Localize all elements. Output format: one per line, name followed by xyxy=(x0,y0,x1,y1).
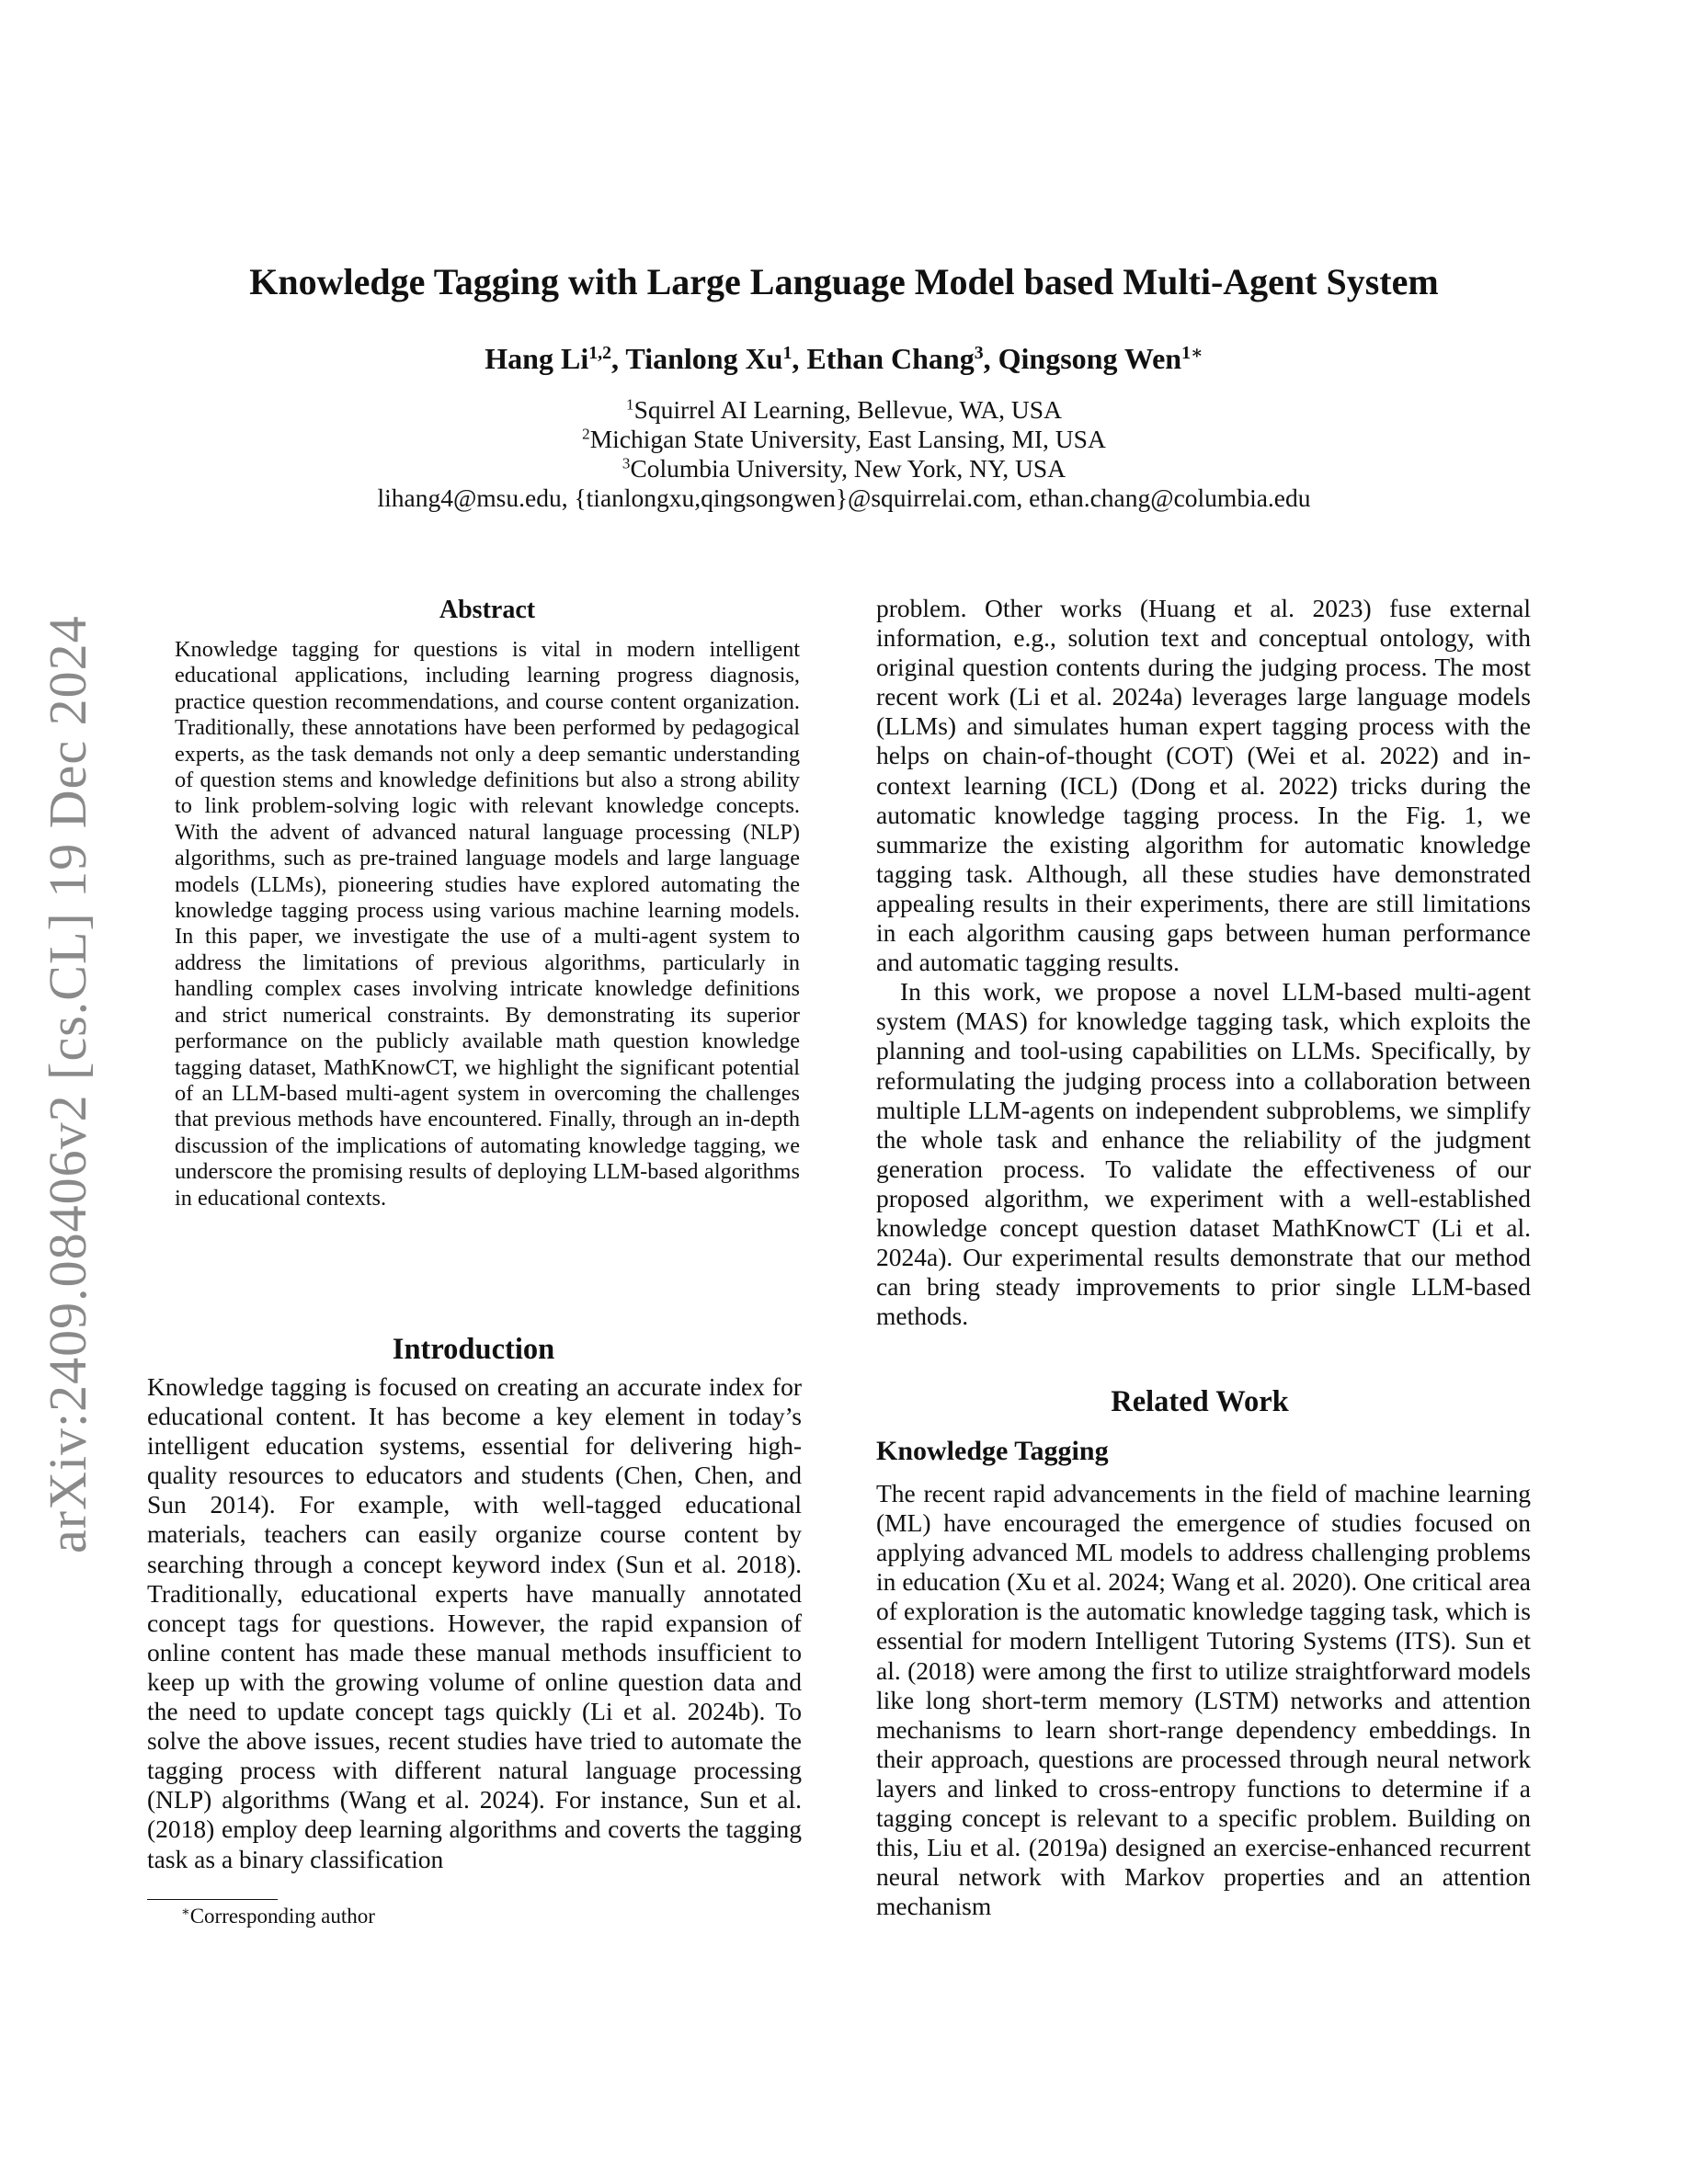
author-name: Tianlong Xu xyxy=(625,342,783,375)
author-name: Hang Li xyxy=(485,342,589,375)
affiliation-mark: 2 xyxy=(582,425,590,443)
author-mark: 3 xyxy=(974,343,984,364)
author-name: Qingsong Wen xyxy=(998,342,1182,375)
author-list xyxy=(92,342,1596,376)
related-work-body xyxy=(876,1479,1531,1921)
affiliation-text: Squirrel AI Learning, Bellevue, WA, USA xyxy=(633,395,1062,424)
introduction-heading: Introduction xyxy=(392,1333,555,1366)
right-column-body xyxy=(876,594,1531,1331)
footnote-mark: ∗ xyxy=(181,1905,190,1920)
affiliation xyxy=(92,454,1596,483)
related-work-heading: Related Work xyxy=(1111,1385,1289,1418)
footnote-rule xyxy=(147,1899,278,1900)
paragraph: problem. Other works (Huang et al. 2023) fuse external information, e.g., solution text and conceptual ontology, with original question contents during the judging process. The most recent work (Li et al. 2024a) leverages large language models (LLMs) and simulates human expert tagging process with the helps on chain-of-thought (COT) (Wei et al. 2022) and in-context learning (ICL) (Dong et al. 2022) tricks during the automatic knowledge tagging process. In the Fig. 1, we summarize the existing algorithm for automatic knowledge tagging task. Although, all these studies have demonstrated appealing results in their experiments, there are still limitations in each algorithm causing gaps between human performance and automatic tagging results. xyxy=(876,594,1531,977)
affiliation-mark: 3 xyxy=(622,454,631,472)
affiliation-text: Michigan State University, East Lansing, MI, USA xyxy=(589,425,1106,453)
author-emails: lihang4@msu.edu, {tianlongxu,qingsongwen}@squirrelai.com, ethan.chang@columbia.edu xyxy=(377,483,1311,512)
author-separator: , xyxy=(611,342,626,375)
affiliation xyxy=(92,425,1596,454)
affiliation-text: Columbia University, New York, NY, USA xyxy=(630,454,1066,483)
knowledge-tagging-subheading: Knowledge Tagging xyxy=(876,1436,1109,1466)
introduction-body xyxy=(147,1372,802,1874)
paragraph: The recent rapid advancements in the field of machine learning (ML) have encouraged the emergence of studies focused on applying advanced ML models to address challenging problems in education (Xu et al. 2024; Wang et al. 2020). One critical area of exploration is the automatic knowledge tagging task, which is essential for modern Intelligent Tutoring Systems (ITS). Sun et al. (2018) were among the first to utilize straightforward models like long short-term memory (LSTM) networks and attention mechanisms to learn short-range dependency embeddings. In their approach, questions are processed through neural network layers and linked to cross-entropy functions to determine if a tagging concept is relevant to a specific problem. Building on this, Liu et al. (2019a) designed an exercise-enhanced recurrent neural network with Markov properties and an attention mechanism xyxy=(876,1479,1531,1921)
author-separator: , xyxy=(792,342,807,375)
author-name: Ethan Chang xyxy=(806,342,975,375)
footnote xyxy=(181,1905,375,1928)
author-separator: , xyxy=(983,342,998,375)
author-mark: 1,2 xyxy=(588,343,611,364)
arxiv-side-stamp: arXiv:2409.08406v2 [cs.CL] 19 Dec 2024 xyxy=(38,615,97,1553)
paper-title: Knowledge Tagging with Large Language Model based Multi-Agent System xyxy=(249,261,1439,302)
affiliation xyxy=(92,395,1596,425)
affiliation-mark: 1 xyxy=(626,395,634,414)
paragraph: Knowledge tagging is focused on creating an accurate index for educational content. It has become a key element in today’s intelligent education systems, essential for delivering high-quality resources to educators and students (Chen, Chen, and Sun 2014). For example, with well-tagged educational materials, teachers can easily organize course content by searching through a concept keyword index (Sun et al. 2018). Traditionally, educational experts have manually annotated concept tags for questions. However, the rapid expansion of online content has made these manual methods insufficient to keep up with the growing volume of online question data and the need to update concept tags quickly (Li et al. 2024b). To solve the above issues, recent studies have tried to automate the tagging process with different natural language processing (NLP) algorithms (Wang et al. 2024). For instance, Sun et al. (2018) employ deep learning algorithms and coverts the tagging task as a binary classification xyxy=(147,1372,802,1873)
author-mark: 1∗ xyxy=(1181,343,1203,364)
abstract-heading: Abstract xyxy=(439,596,536,624)
footnote-text: Corresponding author xyxy=(189,1905,375,1928)
abstract-text: Knowledge tagging for questions is vital in modern intelligent educational applications, including learning progress diagnosis, practice question recommendations, and course content organization. Traditionally, these annotations have been performed by pedagogical experts, as the task demands not only a deep semantic understanding of question stems and knowledge definitions but also a strong ability to link problem-solving logic with relevant knowledge concepts. With the advent of advanced natural language processing (NLP) algorithms, such as pre-trained language models and large language models (LLMs), pioneering studies have explored automating the knowledge tagging process using various machine learning models. In this paper, we investigate the use of a multi-agent system to address the limitations of previous algorithms, particularly in handling complex cases involving intricate knowledge definitions and strict numerical constraints. By demonstrating its superior performance on the publicly available math question knowledge tagging dataset, MathKnowCT, we highlight the significant potential of an LLM-based multi-agent system in overcoming the challenges that previous methods have encountered. Finally, through an in-depth discussion of the implications of automating knowledge tagging, we underscore the promising results of deploying LLM-based algorithms in educational contexts. xyxy=(175,637,800,1211)
paragraph: In this work, we propose a novel LLM-based multi-agent system (MAS) for knowledge tagging task, which exploits the planning and tool-using capabilities on LLMs. Specifically, by reformulating the judging process into a collaboration between multiple LLM-agents on independent subproblems, we simplify the whole task and enhance the reliability of the judgment generation process. To validate the effectiveness of our proposed algorithm, we experiment with a well-established knowledge concept question dataset MathKnowCT (Li et al. 2024a). Our experimental results demonstrate that our method can bring steady improvements to prior single LLM-based methods. xyxy=(876,977,1531,1331)
author-mark: 1 xyxy=(782,343,793,364)
